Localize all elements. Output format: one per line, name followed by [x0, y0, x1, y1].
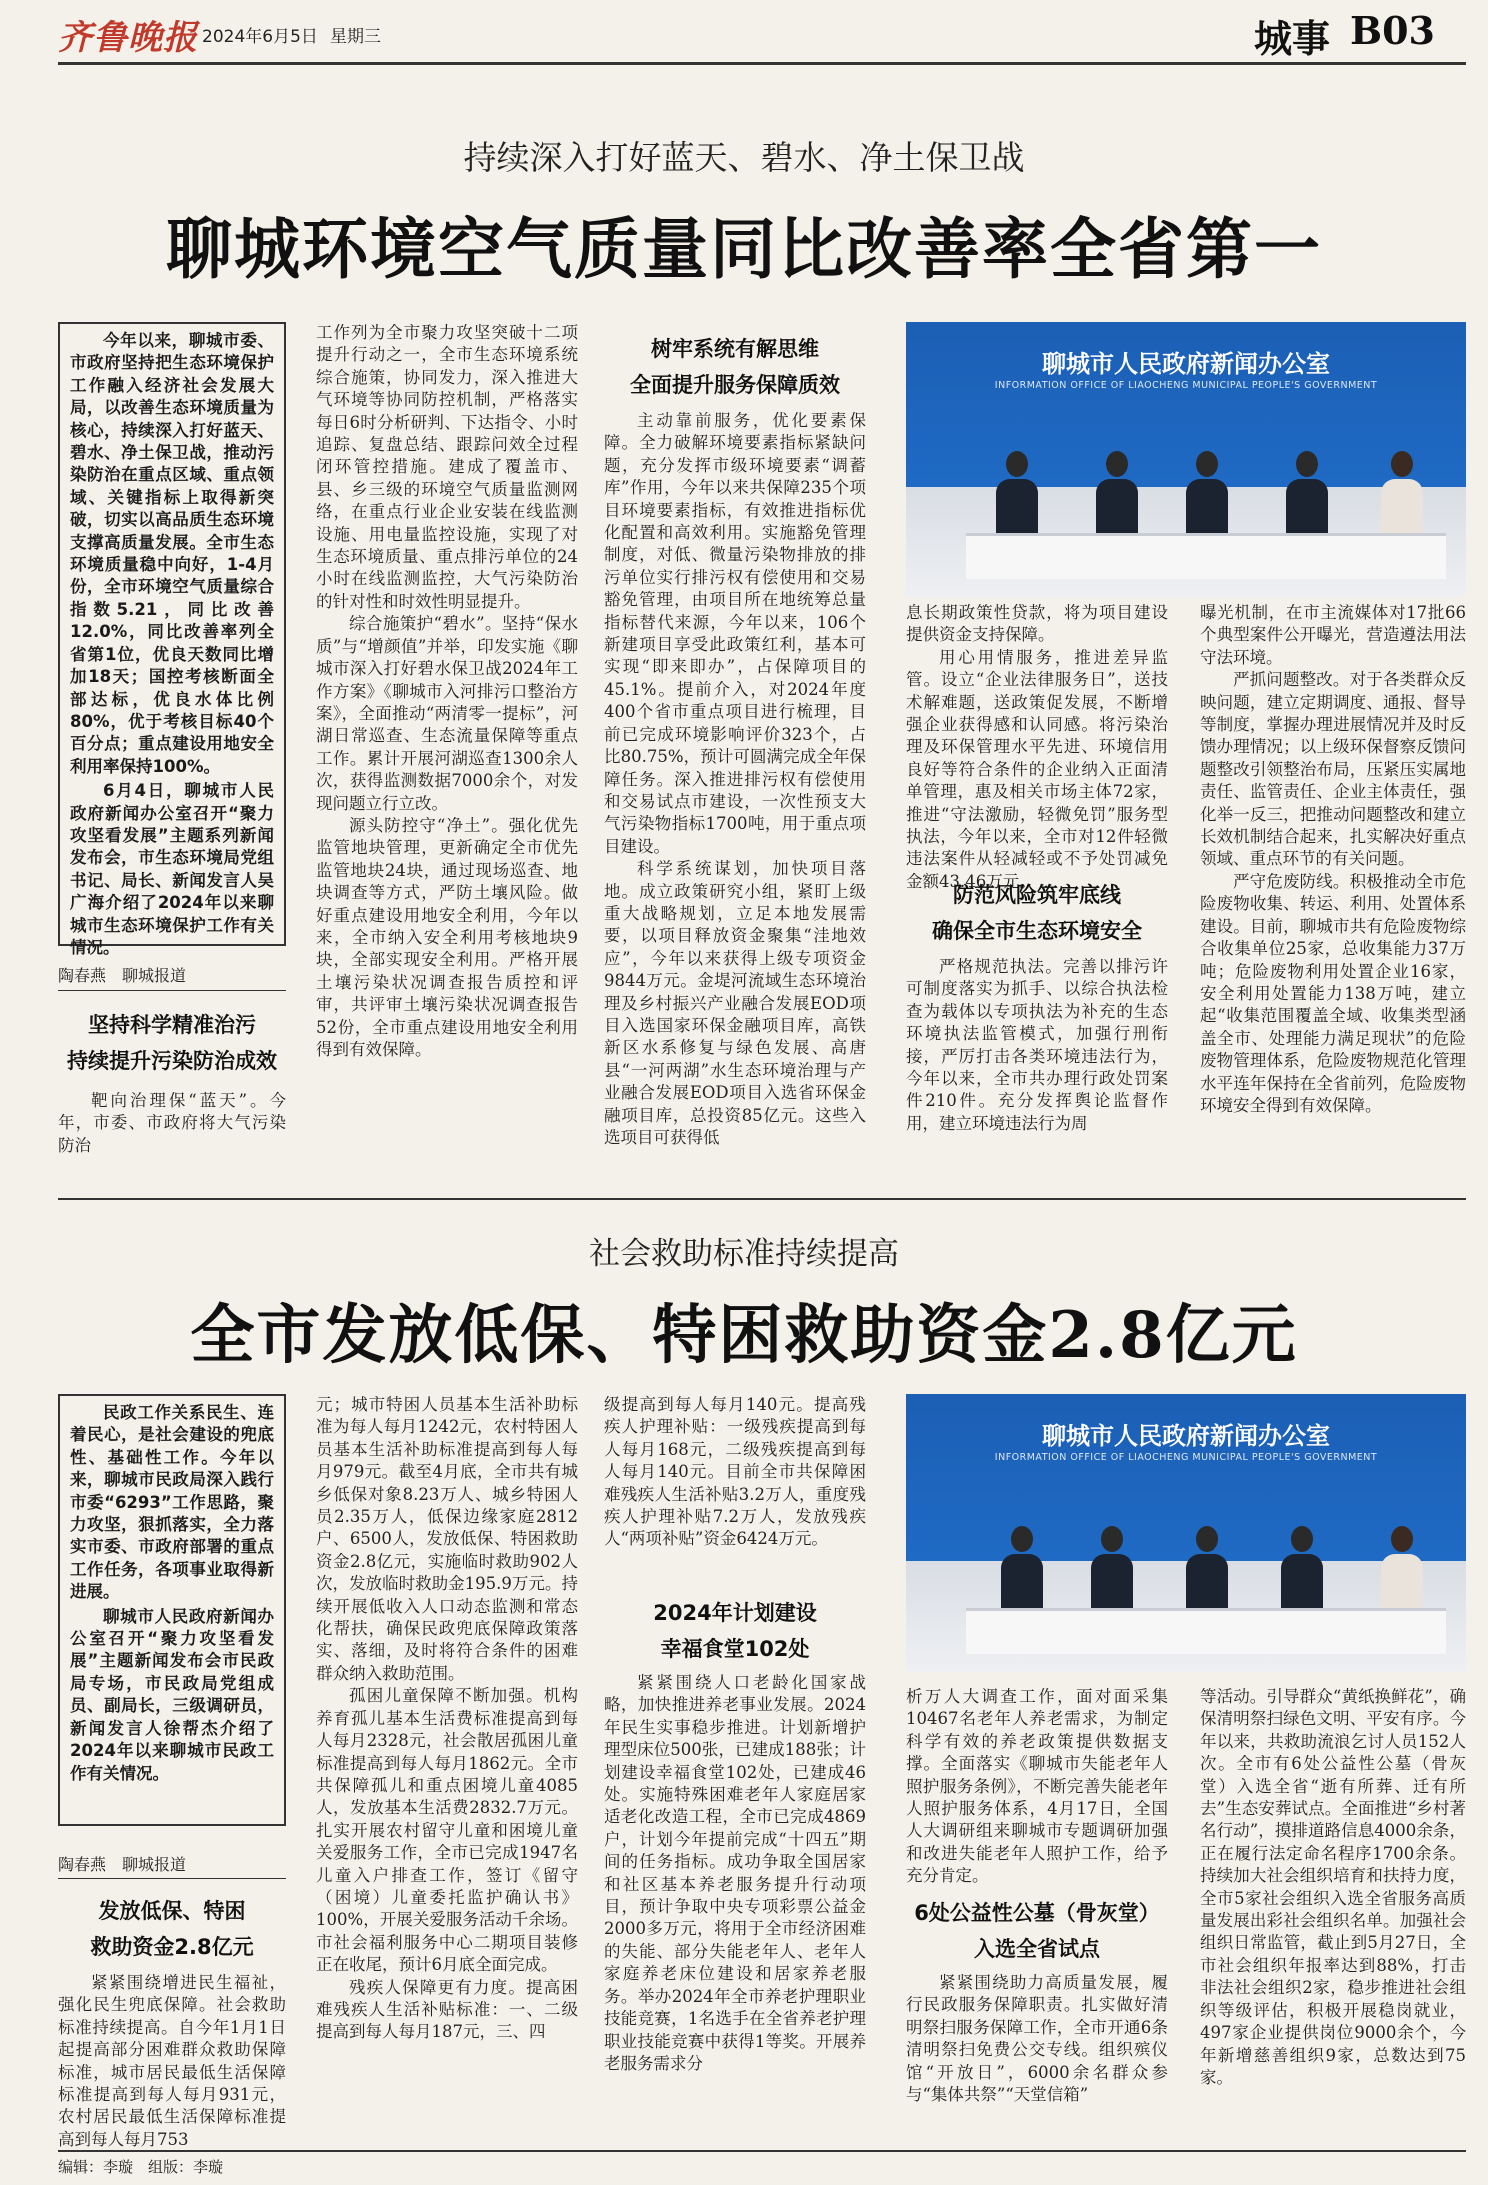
story1-kicker: 持续深入打好蓝天、碧水、净土保卫战: [463, 138, 1025, 177]
story1-col2-p1: 工作列为全市聚力攻坚突破十二项提升行动之一，全市生态环境系统综合施策，协同发力，深入推进大气环境等协同防控机制，严格落实每日6时分析研判、下达指令、小时追踪、复盘总结、跟踪问效全过程闭环管控措施。建成了覆盖市、县、乡三级的环境空气质量监测网络，在重点行业企业安装在线监测设施、用电量监控设施，实现了对生态环境质量、重点排污单位的24小时在线监测监控，大气污染防治的针对性和时效性明显提升。: [316, 323, 578, 611]
story2-col5-p1: 等活动。引导群众“黄纸换鲜花”，确保清明祭扫绿色文明、平安有序。今年以来，共救助流浪乞讨人员152人次。全市有6处公益性公墓（骨灰堂）入选全省“逝有所葬、迁有所去”生态安葬试点。全面推进“乡村著名行动”，摸排道路信息4000余条，正在履行法定命名程序1700余条。持续加大社会组织培育和扶持力度，全市5家社会组织入选全省服务高质量发展出彩社会组织名单。加强社会组织日常监管，截止到5月27日，全市社会组织年报率达到88%，打击非法社会组织2家，稳步推进社会组织等级评估，积极开展稳岗就业，497家企业提供岗位9000余个，今年新增慈善组织9家，总数达到75家。: [1200, 1687, 1466, 2087]
story1-photo-title: 聊城市人民政府新闻办公室: [1042, 350, 1330, 378]
story1-col5-p1: 曝光机制，在市主流媒体对17批66个典型案件公开曝光，营造遵法用法守法环境。: [1200, 603, 1466, 667]
speaker-figure: [1186, 1526, 1228, 1616]
story1-sub3-line2: 确保全市生态环境安全: [932, 919, 1142, 943]
story-divider: [58, 1198, 1466, 1200]
story1-col5-p3: 严守危废防线。积极推动全市危险废物收集、转运、利用、处置体系建设。目前，聊城市共有危险废物综合收集单位25家，总收集能力37万吨；危险废物利用处置企业16家，安全利用处置能力138万吨，建立起“收集范围覆盖全域、收集类型涵盖全市、处理能力满足现状”的危险废物管理体系，危险废物规范化管理水平连年保持在全省前列，危险废物环境安全得到有效保障。: [1200, 871, 1466, 1115]
story1-col3-p1: 主动靠前服务，优化要素保障。全力破解环境要素指标紧缺问题，充分发挥市级环境要素“调蓄库”作用，今年以来共保障235个项目环境要素指标，有效推进指标优化配置和高效利用。实施豁免管理制度，对低、微量污染物排放的排污单位实行排污权有偿使用和交易豁免管理，由项目所在地统筹总量指标替代来源，今年以来，106个新建项目享受此政策红利，基本可实现“即来即办”，占保障项目的45.1%。提前介入，对2024年度400个省市重点项目进行梳理，目前已完成环境影响评价323个，占比80.75%，预计可圆满完成全年保障任务。深入推进排污权有偿使用和交易试点市建设，一次性预支大气污染物指标1700吨，用于重点项目建设。: [604, 411, 866, 856]
footer-editors: 编辑：李璇 组版：李璇: [58, 2158, 224, 2176]
story2-col4-p2: 紧紧围绕助力高质量发展，履行民政服务保障职责。扎实做好清明祭扫服务保障工作，全市开通6条清明祭扫免费公交专线。组织殡仪馆“开放日”，6000余名群众参与“集体共祭”“天堂信箱”: [906, 1973, 1168, 2105]
story1-press-photo: [906, 322, 1466, 597]
story1-col4-p3: 严格规范执法。完善以排污许可制度落实为抓手、以综合执法检查为载体以专项执法为补充的生态环境执法监管模式，加强行刑衔接，严厉打击各类环境违法行为，今年以来，全市共办理行政处罚案件210件。充分发挥舆论监督作用，建立环境违法行为周: [906, 957, 1168, 1133]
story2-col2-p1: 元；城市特困人员基本生活补助标准为每人每月1242元，农村特困人员基本生活补助标准提高到每人每月979元。截至4月底，全市共有城乡低保对象8.23万人、城乡特困人员2.35万人，低保边缘家庭2812户、6500人，发放低保、特困救助资金2.8亿元，实施临时救助902人次，发放临时救助金195.9万元。持续开展低收入人口动态监测和常态化帮扶，确保民政兜底保障政策落实、落细，及时将符合条件的困难群众纳入救助范围。: [316, 1395, 578, 1683]
story1-headline: 聊城环境空气质量同比改善率全省第一: [166, 210, 1322, 288]
story2-lead: 民政工作关系民生、连着民心，是社会建设的兜底性、基础性工作。今年以来，聊城市民政局深入践行市委“6293”工作思路，聚力攻坚，狠抓落实，全力落实市委、市政府部署的重点工作任务，各项事业取得新进展。: [70, 1403, 274, 1602]
story1-col1-para: 靶向治理保“蓝天”。今年，市委、市政府将大气污染防治: [58, 1091, 286, 1155]
story2-col2-p3: 残疾人保障更有力度。提高困难残疾人生活补贴标准：一、二级提高到每人每月187元，三、四: [316, 1977, 578, 2042]
story1-photo-sub: INFORMATION OFFICE OF LIAOCHENG MUNICIPAL PEOPLE'S GOVERNMENT: [994, 380, 1378, 391]
story1-col4-bottom: [906, 956, 1168, 1177]
podium-table: [966, 1608, 1446, 1654]
issue-weekday: 星期三: [330, 27, 381, 47]
speaker-figure: [996, 451, 1038, 541]
host-figure: [1381, 451, 1423, 541]
story2-sub1-line1: 发放低保、特困: [98, 1899, 246, 1923]
story1-byline-rule: [58, 990, 286, 991]
story2-col2-p2: 孤困儿童保障不断加强。机构养育孤儿基本生活费标准提高到每人每月2328元，社会散居孤困儿童标准提高到每人每月1862元。全市共保障孤儿和重点困境儿童4085人，发放基本生活费2832.7万元。扎实开展农村留守儿童和困境儿童关爱服务工作，全市已完成1947名儿童入户排查工作，签订《留守（困境）儿童委托监护确认书》100%，开展关爱服务活动千余场。市社会福利服务中心二期项目装修正在收尾，预计6月底全面完成。: [316, 1686, 578, 1975]
story2-sub1: [58, 1896, 286, 1962]
story2-col3-p1: 级提高到每人每月140元。提高残疾人护理补贴：一级残疾提高到每人每月168元，二级残疾提高到每人每月140元。目前全市共保障困难残疾人生活补贴3.2万人，重度残疾人护理补贴7.2万人，发放残疾人“两项补贴”资金6424万元。: [604, 1395, 866, 1549]
story2-sub3-line2: 入选全省试点: [974, 1937, 1100, 1961]
story2-kicker: 社会救助标准持续提高: [589, 1236, 899, 1272]
story2-sub2-line2: 幸福食堂102处: [660, 1637, 810, 1661]
speaker-figure: [1001, 1526, 1043, 1616]
story2-col3-p2: 紧紧围绕人口老龄化国家战略，加快推进养老事业发展。2024年民生实事稳步推进。计划新增护理型床位500张，已建成188张；计划建设幸福食堂102处，已建成46处。实施特殊困难老年人家庭居家适老化改造工程，全市已完成4869户，计划今年提前完成“十四五”期间的任务指标。成功争取全国居家和社区基本养老服务提升行动项目，预计争取中央专项彩票公益金2000多万元，将用于全市经济困难的失能、部分失能老年人、老年人家庭养老床位建设和居家养老服务。举办2024年全市养老护理职业技能竞赛，1名选手在全省养老护理职业技能竞赛中获得1等奖。开展养老服务需求分: [604, 1673, 866, 2073]
story2-col5: [1200, 1686, 1466, 2138]
podium-table: [966, 533, 1446, 579]
story2-col3-top: [604, 1394, 866, 1574]
paper-logo: 齐鲁晚报: [58, 18, 198, 58]
story1-lead-box: [58, 322, 286, 957]
story2-sub3-line1: 6处公益性公墓（骨灰堂）: [914, 1901, 1160, 1925]
story2-sub3: [906, 1898, 1168, 1964]
story2-byline-rule: [58, 1878, 286, 1879]
page-number: B03: [1350, 8, 1435, 53]
story1-sub3-line1: 防范风险筑牢底线: [953, 883, 1121, 907]
story2-col3-bottom: [604, 1672, 866, 2138]
story2-photo-title: 聊城市人民政府新闻办公室: [1042, 1422, 1330, 1450]
speaker-figure: [1286, 451, 1328, 541]
story2-sub2: [604, 1598, 866, 1664]
story1-col1-body: [58, 1090, 286, 1170]
story2-photo-sub: INFORMATION OFFICE OF LIAOCHENG MUNICIPAL PEOPLE'S GOVERNMENT: [994, 1452, 1378, 1463]
story2-press-photo: [906, 1394, 1466, 1672]
story2-sub1-line2: 救助资金2.8亿元: [90, 1935, 254, 1959]
story1-sub1: [58, 1010, 286, 1076]
speaker-figure: [1186, 451, 1228, 541]
issue-date: 2024年6月5日: [202, 27, 318, 47]
story2-col4-bottom: [906, 1972, 1168, 2138]
story1-col4-p2: 用心用情服务，推进差异监管。设立“企业法律服务日”，送技术解难题，送政策促发展，不断增强企业获得感和认同感。将污染治理及环保管理水平先进、环境信用良好等符合条件的企业纳入正面清单管理，惠及相关市场主体72家，推进“守法激励，轻微免罚”服务型执法，今年以来，全市对12件轻微违法案件从轻减轻或不予处罚减免金额43.46万元。: [906, 647, 1168, 891]
story2-headline: 全市发放低保、特困救助资金2.8亿元: [190, 1298, 1298, 1373]
story1-sub1-line1: 坚持科学精准治污: [88, 1013, 256, 1037]
story1-sub1-line2: 持续提升污染防治成效: [67, 1049, 277, 1073]
story2-col1-para: 紧紧围绕增进民生福祉，强化民生兜底保障。社会救助标准持续提高。自今年1月1日起提高部分困难群众救助保障标准，城市居民最低生活保障标准提高到每人每月931元，农村居民最低生活保障标准提高到每人每月753: [58, 1973, 286, 2149]
story1-col3: [604, 410, 866, 1177]
story1-col2-p3: 源头防控守“净土”。强化优先监管地块管理，更新确定全市优先监管地块24块，通过现场巡查、地块调查等方式，严防土壤风险。做好重点建设用地安全利用，今年以来，全市纳入安全利用考核地块9块，全部实现安全利用。严格开展土壤污染状况调查报告质控和评审，共评审土壤污染状况调查报告52份，全市重点建设用地安全利用得到有效保障。: [316, 815, 578, 1059]
speaker-figure: [1281, 1526, 1323, 1616]
story2-col1-body: [58, 1972, 286, 2149]
story2-byline: 陶春燕 聊城报道: [58, 1855, 187, 1874]
story1-lead2: 6月4日，聊城市人民政府新闻办公室召开“聚力攻坚看发展”主题系列新闻发布会，市生态环境局党组书记、局长、新闻发言人吴广海介绍了2024年以来聊城市生态环境保护工作有关情况。: [70, 781, 274, 957]
story2-lead-box: [58, 1394, 286, 1826]
story1-lead: 今年以来，聊城市委、市政府坚持把生态环境保护工作融入经济社会发展大局，以改善生态环境质量为核心，持续深入打好蓝天、碧水、净土保卫战，推动污染防治在重点区域、重点领域、关键指标上取得新突破，切实以高品质生态环境支撑高质量发展。全市生态环境质量稳中向好，1-4月份，全市环境空气质量综合指数5.21，同比改善12.0%，同比改善率列全省第1位，优良天数同比增加18天；国控考核断面全部达标，优良水体比例80%，优于考核目标40个百分点；重点建设用地安全利用率保持100%。: [70, 331, 274, 776]
section-name: 城事: [1254, 16, 1331, 61]
story1-sub2-line2: 全面提升服务保障质效: [630, 373, 840, 397]
story1-col4-top: [906, 602, 1168, 891]
story1-col5: [1200, 602, 1466, 1177]
story1-col5-p2: 严抓问题整改。对于各类群众反映问题，建立定期调度、通报、督导等制度，掌握办理进展情况并及时反馈办理情况；以上级环保督察反馈问题整改引领整治布局，压紧压实属地责任、监管责任、企业主体责任，强化举一反三，把推动问题整改和建立长效机制结合起来，扎实解决好重点领域、重点环节的有关问题。: [1200, 670, 1466, 869]
masthead-rule: [58, 62, 1466, 65]
story1-col4-p1: 息长期政策性贷款，将为项目建设提供资金支持保障。: [906, 603, 1168, 645]
story1-sub2: [604, 334, 866, 400]
story1-col2: [316, 322, 578, 1177]
footer-rule: [58, 2150, 1466, 2152]
story2-col2: [316, 1394, 578, 2138]
speaker-figure: [1091, 1526, 1133, 1616]
story1-col2-p2: 综合施策护“碧水”。坚持“保水质”与“增颜值”并举，印发实施《聊城市深入打好碧水保卫战2024年工作方案》《聊城市入河排污口整治方案》，全面推动“两清零一提标”，河湖日常巡查、生态流量保障等重点工作。累计开展河湖巡查1300余人次，获得监测数据7000余个，对发现问题立行立改。: [316, 614, 578, 813]
story1-byline: 陶春燕 聊城报道: [58, 966, 187, 985]
story2-col4-top: [906, 1686, 1168, 1886]
speaker-figure: [1096, 451, 1138, 541]
story2-sub2-line1: 2024年计划建设: [653, 1601, 817, 1625]
story1-col3-p2: 科学系统谋划，加快项目落地。成立政策研究小组，紧盯上级重大战略规划，立足本地发展需要，以项目释放资金聚集“洼地效应”，今年以来获得上级专项资金9844万元。金堤河流域生态环境治理及乡村振兴产业融合发展EOD项目入选国家环保金融项目库，高铁新区水系修复与绿色发展、高唐县“一河两湖”水生态环境治理与产业融合发展EOD项目入选省环保金融项目库，总投资85亿元。这些入选项目可获得低: [604, 859, 866, 1147]
story1-sub2-line1: 树牢系统有解思维: [651, 337, 819, 361]
story2-lead2: 聊城市人民政府新闻办公室召开“聚力攻坚看发展”主题新闻发布会市民政局专场，市民政局党组成员、副局长，三级调研员，新闻发言人徐帮杰介绍了2024年以来聊城市民政工作有关情况。: [70, 1606, 274, 1783]
story1-sub3: [906, 880, 1168, 946]
story2-col4-p1: 析万人大调查工作，面对面采集10467名老年人养老需求，为制定科学有效的养老政策提供数据支撑。全面落实《聊城市失能老年人照护服务条例》，不断完善失能老年人照护服务体系，4月17日，全国人大调研组来聊城市专题调研加强和改进失能老年人照护工作，给予充分肯定。: [906, 1687, 1168, 1886]
host-figure: [1381, 1526, 1423, 1616]
masthead: [0, 0, 1488, 60]
